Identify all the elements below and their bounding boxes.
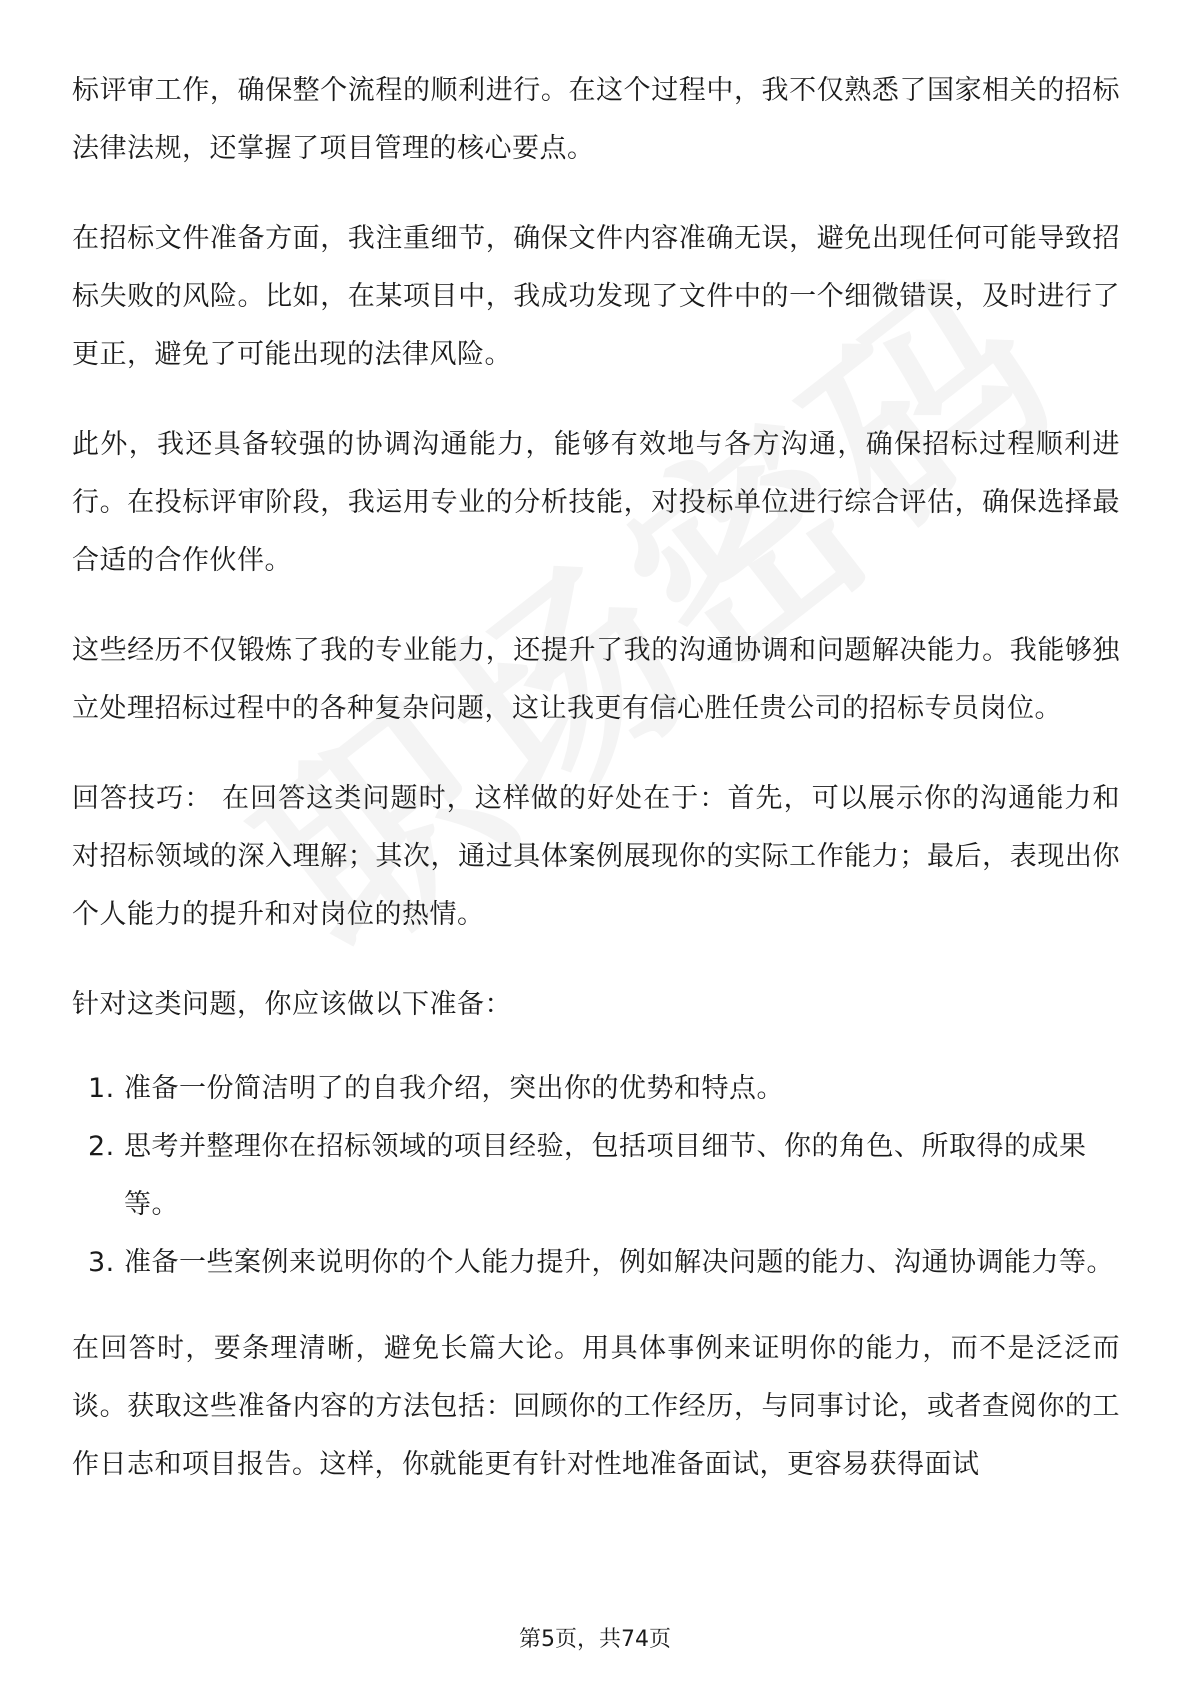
list-item-text: 准备一份简洁明了的自我介绍，突出你的优势和特点。 [124,1073,784,1104]
list-item [72,1118,1120,1234]
list-number: 1. [88,1073,115,1104]
document-body [72,62,1120,1526]
paragraph-1: 标评审工作，确保整个流程的顺利进行。在这个过程中，我不仅熟悉了国家相关的招标法律法规，还掌握了项目管理的核心要点。 [72,75,1120,164]
closing-paragraph: 在回答时，要条理清晰，避免长篇大论。用具体事例来证明你的能力，而不是泛泛而谈。获取这些准备内容的方法包括：回顾你的工作经历，与同事讨论，或者查阅你的工作日志和项目报告。这样，你就能更有针对性地准备面试，更容易获得面试 [72,1333,1120,1480]
paragraph-4: 这些经历不仅锻炼了我的专业能力，还提升了我的沟通协调和问题解决能力。我能够独立处理招标过程中的各种复杂问题，这让我更有信心胜任贵公司的招标专员岗位。 [72,635,1120,724]
answer-tips-paragraph: 回答技巧： 在回答这类问题时，这样做的好处在于：首先，可以展示你的沟通能力和对招标领域的深入理解；其次，通过具体案例展现你的实际工作能力；最后，表现出你个人能力的提升和对岗位的热情。 [72,783,1120,930]
page-number-footer: 第5页，共74页 [519,1627,671,1652]
paragraph-2: 在招标文件准备方面，我注重细节，确保文件内容准确无误，避免出现任何可能导致招标失败的风险。比如，在某项目中，我成功发现了文件中的一个细微错误，及时进行了更正，避免了可能出现的法律风险。 [72,223,1120,370]
paragraph-3: 此外，我还具备较强的协调沟通能力，能够有效地与各方沟通，确保招标过程顺利进行。在投标评审阶段，我运用专业的分析技能，对投标单位进行综合评估，确保选择最合适的合作伙伴。 [72,429,1120,576]
list-item [72,1234,1120,1292]
preparation-list [72,1060,1120,1292]
list-item-text: 准备一些案例来说明你的个人能力提升，例如解决问题的能力、沟通协调能力等。 [124,1247,1114,1278]
list-number: 2. [88,1131,115,1162]
list-number: 3. [88,1247,115,1278]
list-item-text: 思考并整理你在招标领域的项目经验，包括项目细节、你的角色、所取得的成果等。 [124,1131,1087,1220]
preparation-intro: 针对这类问题，你应该做以下准备： [72,989,512,1020]
list-item [72,1060,1120,1118]
